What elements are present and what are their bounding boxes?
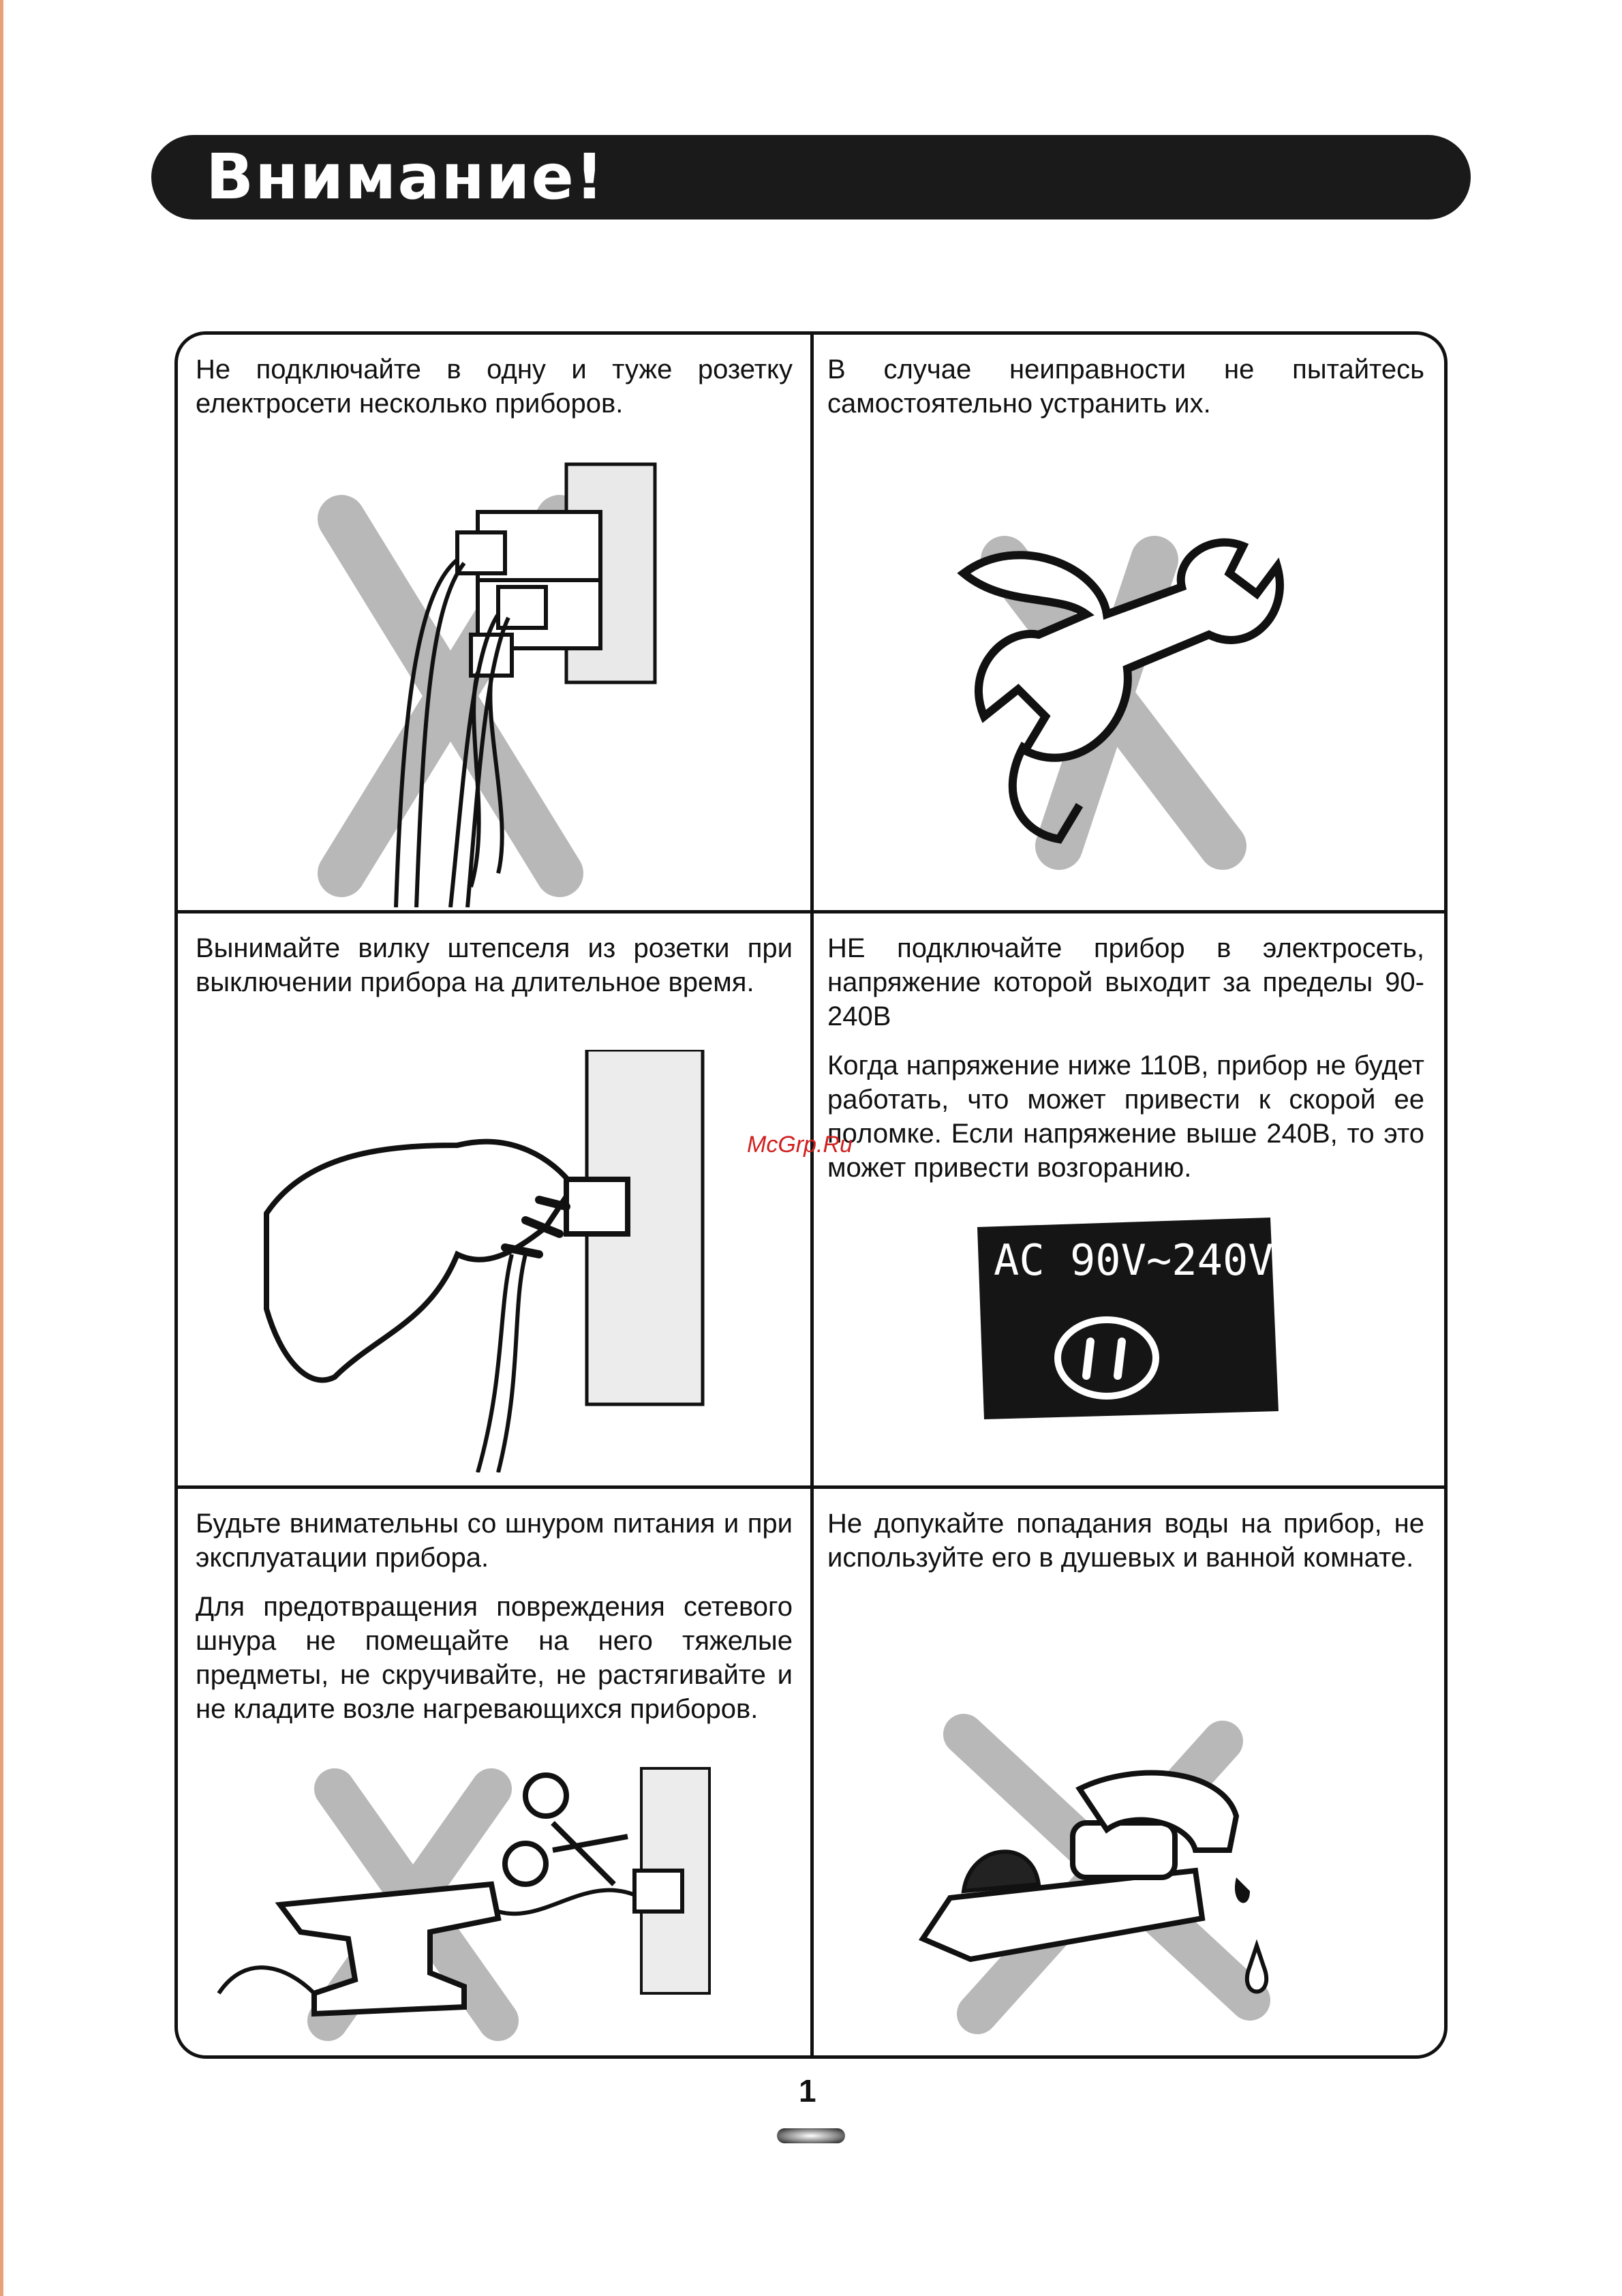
hand-plug-icon	[253, 1050, 744, 1472]
warning-paragraph: НЕ подключайте прибор в электросеть, напряжение которой выходит за пределы 90-240В	[827, 933, 1424, 1031]
warning-text	[827, 352, 1424, 436]
anvil-scissors-icon	[205, 1748, 791, 2048]
power-strip-icon	[314, 437, 696, 907]
warnings-grid	[174, 331, 1448, 2059]
warning-paragraph: Не допукайте попадания воды на прибор, не используйте его в душевых и ванной комнате.	[827, 1509, 1424, 1573]
warning-cell-voltage	[814, 913, 1448, 1485]
warning-cell-multiple-plugs	[178, 335, 810, 910]
warning-paragraph: Когда напряжение ниже 110В, прибор не будет работать, что может привести к скорой ее поломке. Если напряжение выше 240В, то это может привести возгоранию.	[827, 1051, 1424, 1183]
page-title: Внимание!	[206, 140, 605, 213]
warning-paragraph: В случае неиправности не пытайтесь самостоятельно устранить их.	[827, 354, 1424, 419]
warning-cell-power-cord	[178, 1489, 810, 2059]
warning-paragraph: Будьте внимательны со шнуром питания и при эксплуатации прибора.	[196, 1509, 793, 1573]
watermark-text: McGrp.Ru	[747, 1132, 853, 1158]
page-number: 1	[799, 2073, 816, 2109]
warning-text	[196, 1507, 793, 1741]
warning-cell-no-self-repair	[814, 335, 1448, 910]
warning-paragraph: Вынимайте вилку штепселя из розетки при выключении прибора на длительное время.	[196, 933, 793, 997]
page-decoration-pill	[777, 2128, 845, 2143]
warning-text	[196, 352, 793, 436]
warning-paragraph: Для предотвращения повреждения сетевого шнура не помещайте на него тяжелые предметы, не скручивайте, не растягивайте и не кладите возле нагревающихся приборов.	[196, 1592, 793, 1724]
warning-cell-water	[814, 1489, 1448, 2059]
warning-cell-unplug	[178, 913, 810, 1485]
warning-paragraph: Не подключайте в одну и туже розетку електросети несколько приборов.	[196, 354, 793, 419]
header-banner	[151, 135, 1471, 220]
warning-text	[196, 931, 793, 1014]
warning-text	[827, 1507, 1424, 1590]
voltage-label: AC 90V~240V	[994, 1235, 1274, 1285]
page-edge-rule	[0, 0, 3, 2296]
voltage-socket-icon	[970, 1213, 1284, 1425]
warning-text	[827, 931, 1424, 1200]
wrench-icon	[923, 519, 1304, 873]
faucet-icon	[909, 1714, 1332, 2041]
